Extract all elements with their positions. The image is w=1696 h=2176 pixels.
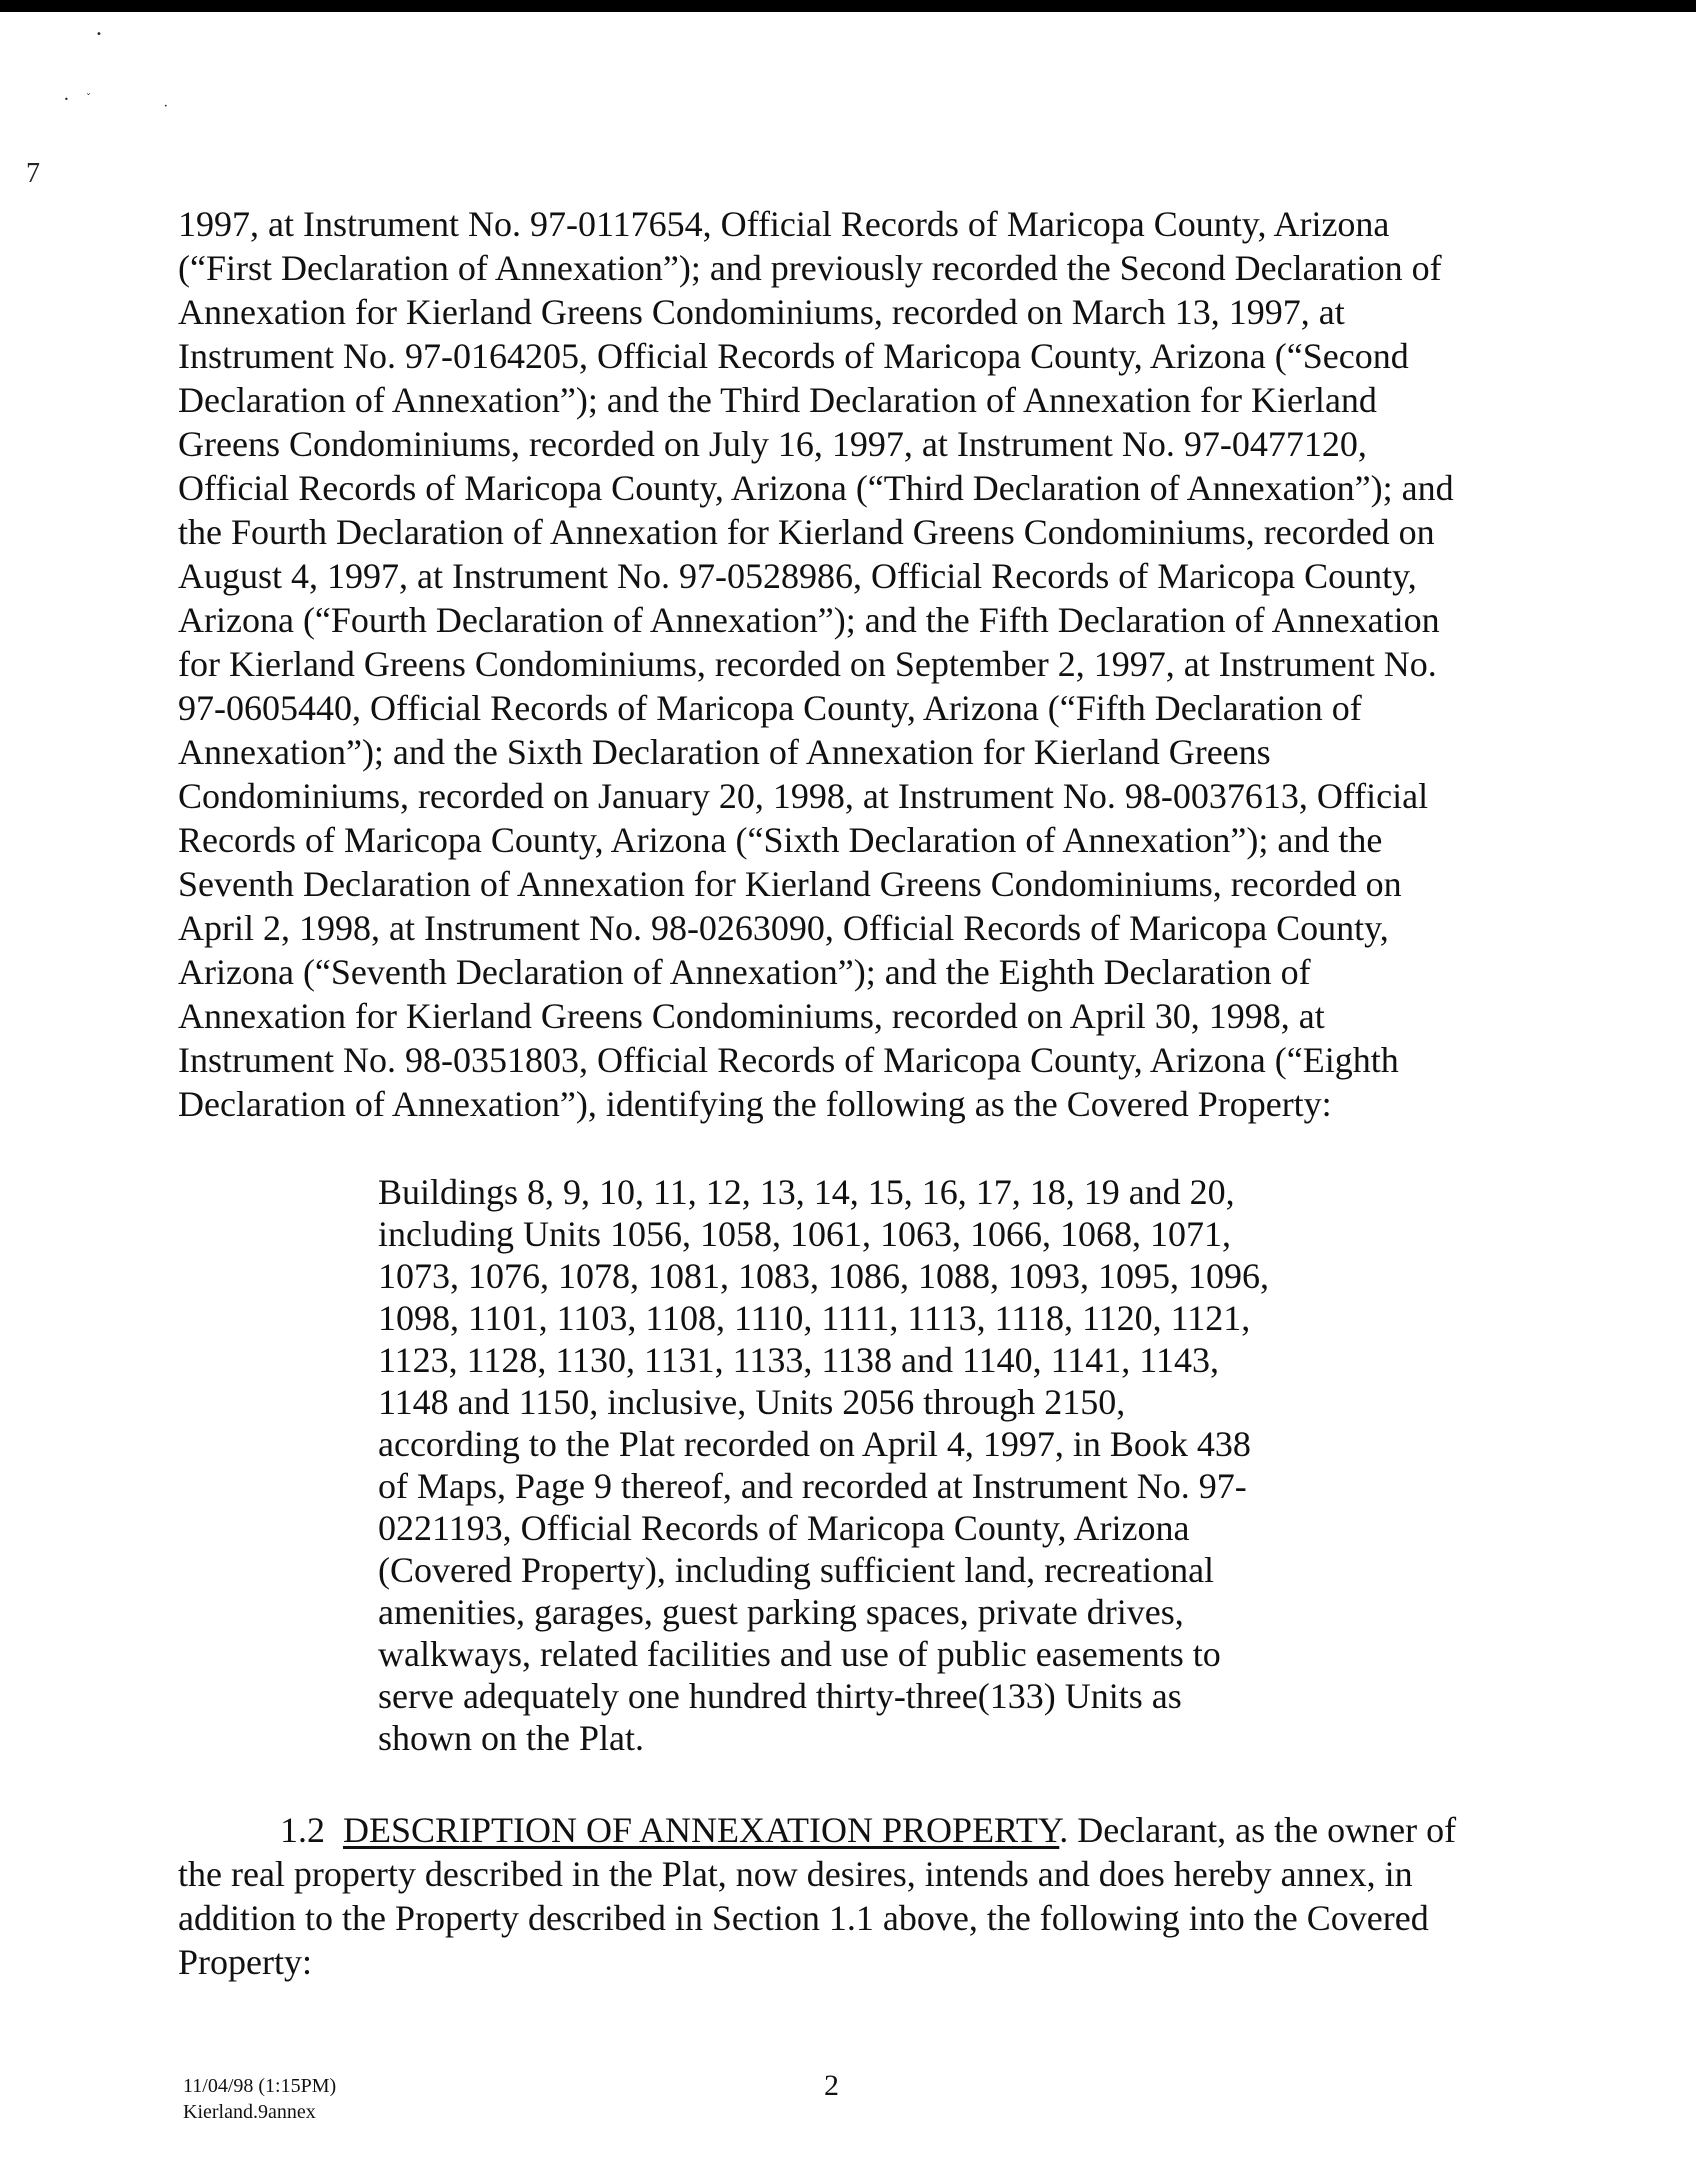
scan-speck: • <box>164 103 168 110</box>
body-line: Official Records of Maricopa County, Arizona (“Third Declaration of Annexation”); and <box>178 468 1454 508</box>
indented-line: (Covered Property), including sufficient land, recreational <box>378 1550 1215 1590</box>
body-line: April 2, 1998, at Instrument No. 98-0263090, Official Records of Maricopa County, <box>178 908 1389 948</box>
body-line: Seventh Declaration of Annexation for Kierland Greens Condominiums, recorded on <box>178 864 1402 904</box>
body-line: August 4, 1997, at Instrument No. 97-0528986, Official Records of Maricopa County, <box>178 556 1417 596</box>
body-line: for Kierland Greens Condominiums, recorded on September 2, 1997, at Instrument No. <box>178 644 1437 684</box>
body-line: Arizona (“Seventh Declaration of Annexation”); and the Eighth Declaration of <box>178 952 1311 992</box>
indented-line: 0221193, Official Records of Maricopa County, Arizona <box>378 1508 1190 1548</box>
indented-line: amenities, garages, guest parking spaces, private drives, <box>378 1592 1184 1632</box>
body-line: Records of Maricopa County, Arizona (“Sixth Declaration of Annexation”); and the <box>178 820 1383 860</box>
section-heading: DESCRIPTION OF ANNEXATION PROPERTY <box>343 1810 1060 1850</box>
section-line: Property: <box>178 1942 312 1982</box>
page-number: 2 <box>824 2069 839 2102</box>
indented-line: 1098, 1101, 1103, 1108, 1110, 1111, 1113, 1118, 1120, 1121, <box>378 1298 1251 1338</box>
margin-mark: 7 <box>26 158 40 189</box>
indented-line: walkways, related facilities and use of public easements to <box>378 1634 1221 1674</box>
body-line: Annexation”); and the Sixth Declaration of Annexation for Kierland Greens <box>178 732 1271 772</box>
body-line: Annexation for Kierland Greens Condominiums, recorded on April 30, 1998, at <box>178 996 1325 1036</box>
footer-stamp <box>183 2073 336 2125</box>
body-line: Instrument No. 97-0164205, Official Records of Maricopa County, Arizona (“Second <box>178 336 1409 376</box>
body-line: Arizona (“Fourth Declaration of Annexation”); and the Fifth Declaration of Annexation <box>178 600 1440 640</box>
scan-top-edge <box>0 0 1696 12</box>
body-line: 97-0605440, Official Records of Maricopa County, Arizona (“Fifth Declaration of <box>178 688 1362 728</box>
body-line: Annexation for Kierland Greens Condominiums, recorded on March 13, 1997, at <box>178 292 1345 332</box>
indented-line: according to the Plat recorded on April 4, 1997, in Book 438 <box>378 1424 1251 1464</box>
scan-speck: • <box>96 29 102 40</box>
body-line: Declaration of Annexation”), identifying the following as the Covered Property: <box>178 1084 1332 1124</box>
indented-line: including Units 1056, 1058, 1061, 1063, 1066, 1068, 1071, <box>378 1214 1231 1254</box>
indented-line: Buildings 8, 9, 10, 11, 12, 13, 14, 15, 16, 17, 18, 19 and 20, <box>378 1172 1235 1212</box>
indented-line: 1123, 1128, 1130, 1131, 1133, 1138 and 1140, 1141, 1143, <box>378 1340 1219 1380</box>
section-number: 1.2 <box>280 1810 325 1850</box>
body-line: 1997, at Instrument No. 97-0117654, Official Records of Maricopa County, Arizona <box>178 204 1390 244</box>
indented-line: shown on the Plat. <box>378 1718 644 1758</box>
body-line: Instrument No. 98-0351803, Official Records of Maricopa County, Arizona (“Eighth <box>178 1040 1399 1080</box>
body-line: the Fourth Declaration of Annexation for Kierland Greens Condominiums, recorded on <box>178 512 1435 552</box>
body-line: Declaration of Annexation”); and the Third Declaration of Annexation for Kierland <box>178 380 1377 420</box>
body-line: Condominiums, recorded on January 20, 1998, at Instrument No. 98-0037613, Official <box>178 776 1429 816</box>
body-line: (“First Declaration of Annexation”); and previously recorded the Second Declaration of <box>178 248 1442 288</box>
indented-line: 1148 and 1150, inclusive, Units 2056 through 2150, <box>378 1382 1126 1422</box>
scan-speck: ˇ <box>86 93 91 104</box>
scan-speck: • <box>64 95 69 104</box>
indented-line: serve adequately one hundred thirty-three(133) Units as <box>378 1676 1182 1716</box>
indented-line: 1073, 1076, 1078, 1081, 1083, 1086, 1088, 1093, 1095, 1096, <box>378 1256 1269 1296</box>
section-line: the real property described in the Plat, now desires, intends and does hereby annex, in <box>178 1854 1413 1894</box>
footer-filename: Kierland.9annex <box>183 2101 316 2123</box>
indented-line: of Maps, Page 9 thereof, and recorded at Instrument No. 97- <box>378 1466 1247 1506</box>
section-heading-line <box>280 1808 1456 1852</box>
section-line: addition to the Property described in Section 1.1 above, the following into the Covered <box>178 1898 1429 1938</box>
section-intro-text: . Declarant, as the owner of <box>1059 1810 1457 1850</box>
body-line: Greens Condominiums, recorded on July 16, 1997, at Instrument No. 97-0477120, <box>178 424 1367 464</box>
footer-timestamp: 11/04/98 (1:15PM) <box>183 2075 337 2097</box>
